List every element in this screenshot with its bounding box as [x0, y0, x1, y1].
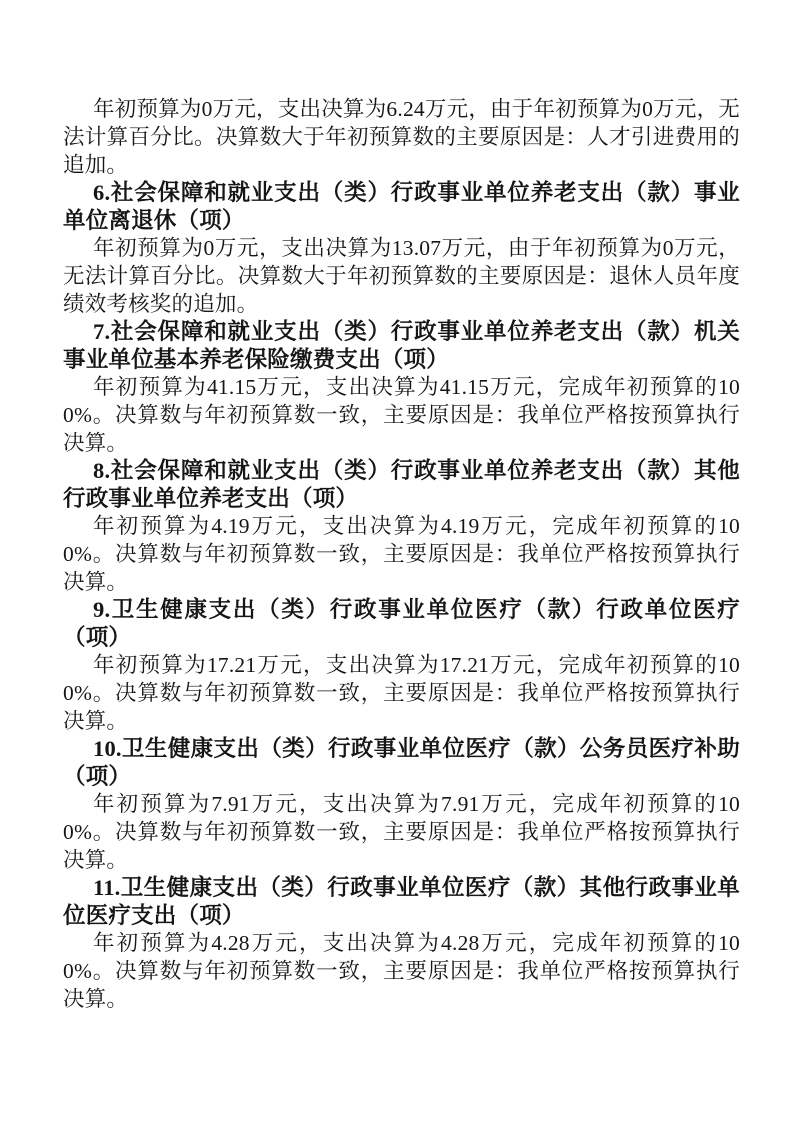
section-7-heading: 7.社会保障和就业支出（类）行政事业单位养老支出（款）机关事业单位基本养老保险缴费支出（项）: [63, 319, 740, 373]
section-9-heading: 9.卫生健康支出（类）行政事业单位医疗（款）行政单位医疗（项）: [63, 597, 740, 651]
section-8-heading: 8.社会保障和就业支出（类）行政事业单位养老支出（款）其他行政事业单位养老支出（项）: [63, 458, 740, 512]
section-10-paragraph: 年初预算为7.91万元，支出决算为7.91万元，完成年初预算的100%。决算数与年初预算数一致，主要原因是：我单位严格按预算执行决算。: [63, 791, 740, 872]
section-9-paragraph: 年初预算为17.21万元，支出决算为17.21万元，完成年初预算的100%。决算数与年初预算数一致，主要原因是：我单位严格按预算执行决算。: [63, 652, 740, 733]
section-6-paragraph: 年初预算为0万元，支出决算为13.07万元，由于年初预算为0万元，无法计算百分比。决算数大于年初预算数的主要原因是：退休人员年度绩效考核奖的追加。: [63, 235, 740, 316]
paragraph-item5-continuation: 年初预算为0万元，支出决算为6.24万元，由于年初预算为0万元，无法计算百分比。决算数大于年初预算数的主要原因是：人才引进费用的追加。: [63, 97, 740, 177]
section-6-heading: 6.社会保障和就业支出（类）行政事业单位养老支出（款）事业单位离退休（项）: [63, 180, 740, 234]
section-7-paragraph: 年初预算为41.15万元，支出决算为41.15万元，完成年初预算的100%。决算数与年初预算数一致，主要原因是：我单位严格按预算执行决算。: [63, 374, 740, 455]
section-8-paragraph: 年初预算为4.19万元，支出决算为4.19万元，完成年初预算的100%。决算数与年初预算数一致，主要原因是：我单位严格按预算执行决算。: [63, 513, 740, 594]
page-content: [63, 96, 740, 1013]
section-10-heading: 10.卫生健康支出（类）行政事业单位医疗（款）公务员医疗补助（项）: [63, 736, 740, 790]
section-11-heading: 11.卫生健康支出（类）行政事业单位医疗（款）其他行政事业单位医疗支出（项）: [63, 875, 740, 929]
section-11-paragraph: 年初预算为4.28万元，支出决算为4.28万元，完成年初预算的100%。决算数与年初预算数一致，主要原因是：我单位严格按预算执行决算。: [63, 930, 740, 1011]
